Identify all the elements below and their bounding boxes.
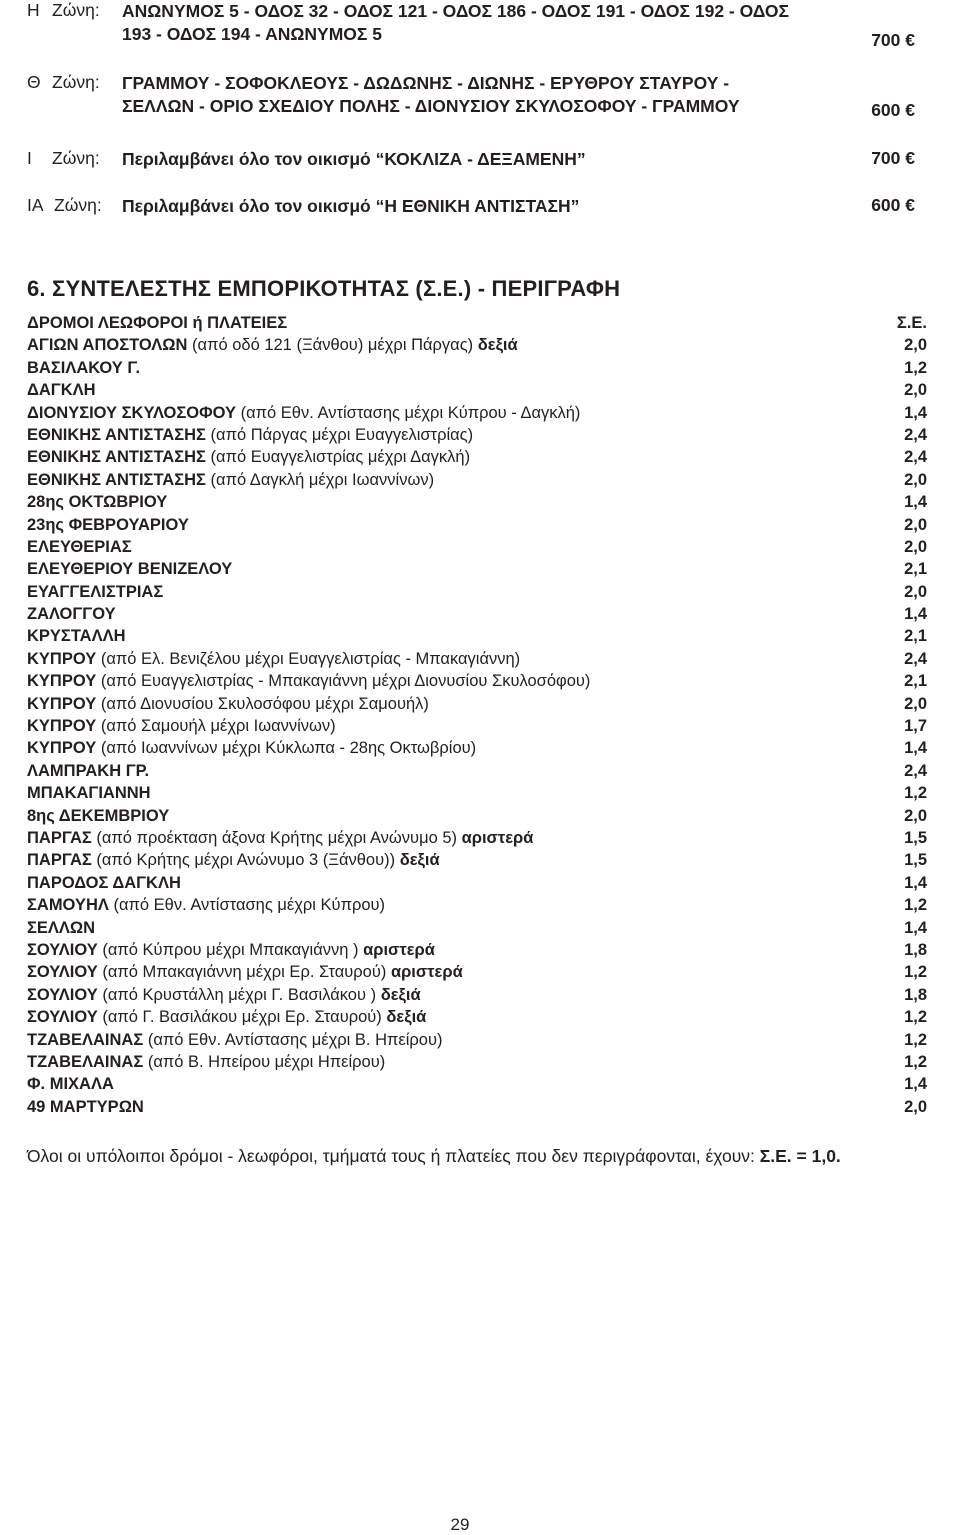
coefficient-value: 2,4 [904, 761, 927, 780]
road-name: ΒΑΣΙΛΑΚΟΥ Γ. [27, 358, 141, 377]
table-row [27, 1096, 927, 1118]
road-side: αριστερά [461, 828, 534, 847]
road-name: ΚΥΠΡΟΥ [27, 649, 97, 668]
road-section-note: (από Κρήτης μέχρι Ανώνυμο 3 (Ξάνθου)) [96, 851, 396, 870]
road-name: ΕΛΕΥΘΕΡΙΟΥ ΒΕΝΙΖΕΛΟΥ [27, 560, 233, 579]
commerciality-table [27, 312, 927, 1118]
coefficient-value: 2,0 [904, 806, 927, 825]
road-section-note: (από Εθν. Αντίστασης μέχρι Κύπρου) [113, 896, 386, 915]
table-row [27, 782, 927, 804]
coefficient-value: 1,4 [904, 873, 927, 892]
table-row [27, 894, 927, 916]
zone-description [122, 148, 852, 171]
coefficient-value: 2,0 [904, 694, 927, 713]
road-name: ΔΙΟΝΥΣΙΟΥ ΣΚΥΛΟΣΟΦΟΥ [27, 403, 237, 422]
road-section-note: (από Εθν. Αντίστασης μέχρι Β. Ηπείρου) [147, 1030, 443, 1049]
footnote [27, 1146, 841, 1167]
road-name: ΔΑΓΚΛΗ [27, 381, 96, 400]
coefficient-value: 2,0 [904, 470, 927, 489]
road-name: ΤΖΑΒΕΛΑΙΝΑΣ [27, 1030, 144, 1049]
road-section-note: (από Κρυστάλλη μέχρι Γ. Βασιλάκου ) [102, 985, 377, 1004]
road-name: ΕΥΑΓΓΕΛΙΣΤΡΙΑΣ [27, 582, 164, 601]
coefficient-value: 1,2 [904, 963, 927, 982]
coefficient-value: 2,4 [904, 448, 927, 467]
road-name: ΣΟΥΛΙΟΥ [27, 1008, 98, 1027]
road-name: 23ης ΦΕΒΡΟΥΑΡΙΟΥ [27, 515, 189, 534]
zone-label: Ζώνη: [52, 148, 100, 168]
coefficient-value: 2,0 [904, 1097, 927, 1116]
road-name: ΣΕΛΛΩΝ [27, 918, 96, 937]
road-section-note: (από Κύπρου μέχρι Μπακαγιάννη ) [102, 940, 359, 959]
table-row [27, 961, 927, 983]
table-row [27, 670, 927, 692]
road-section-note: (από οδό 121 (Ξάνθου) μέχρι Πάργας) [192, 336, 474, 355]
table-row [27, 648, 927, 670]
coefficient-value: 1,4 [904, 1075, 927, 1094]
zone-letter: Ι [27, 148, 32, 168]
coefficient-value: 1,2 [904, 1008, 927, 1027]
road-name: ΚΥΠΡΟΥ [27, 739, 97, 758]
road-name: 49 ΜΑΡΤΥΡΩΝ [27, 1097, 144, 1116]
coefficient-value: 1,7 [904, 717, 927, 736]
coefficient-value: 1,2 [904, 784, 927, 803]
road-name: ΠΑΡΟΔΟΣ ΔΑΓΚΛΗ [27, 873, 181, 892]
table-row [27, 379, 927, 401]
table-row [27, 357, 927, 379]
table-header [27, 312, 927, 334]
road-side: αριστερά [390, 963, 463, 982]
road-name: ΣΟΥΛΙΟΥ [27, 940, 98, 959]
footnote-text: Όλοι οι υπόλοιποι δρόμοι - λεωφόροι, τμήματά τους ή πλατείες που δεν περιγράφονται, έχουν: [27, 1146, 755, 1166]
table-row [27, 1029, 927, 1051]
table-row [27, 827, 927, 849]
table-row [27, 984, 927, 1006]
coefficient-value: 2,1 [904, 627, 927, 646]
coefficient-value: 1,4 [904, 918, 927, 937]
table-row [27, 917, 927, 939]
coefficient-value: 2,0 [904, 515, 927, 534]
coefficient-value: 1,4 [904, 605, 927, 624]
table-row [27, 469, 927, 491]
road-section-note: (από Β. Ηπείρου μέχρι Ηπείρου) [147, 1052, 386, 1071]
table-row [27, 581, 927, 603]
coefficient-value: 2,4 [904, 425, 927, 444]
table-row [27, 1073, 927, 1095]
road-name: ΚΥΠΡΟΥ [27, 672, 97, 691]
coefficient-value: 1,4 [904, 493, 927, 512]
road-name: ΖΑΛΟΓΓΟΥ [27, 605, 116, 624]
coefficient-value: 1,2 [904, 358, 927, 377]
zone-letter: Θ [27, 72, 41, 92]
table-row [27, 424, 927, 446]
zone-description-line: Περιλαμβάνει όλο τον οικισμό “Η ΕΘΝΙΚΗ ΑΝΤΙΣΤΑΣΗ” [122, 196, 580, 216]
road-section-note: (από Πάργας μέχρι Ευαγγελιστρίας) [210, 425, 474, 444]
zone-price: 600 € [871, 195, 915, 215]
table-row [27, 536, 927, 558]
zone-label: Ζώνη: [54, 195, 102, 215]
coefficient-value: 1,8 [904, 985, 927, 1004]
zone-description [122, 195, 852, 218]
zone-description-line: Περιλαμβάνει όλο τον οικισμό “ΚΟΚΛΙΖΑ - ΔΕΞΑΜΕΝΗ” [122, 149, 586, 169]
road-side: δεξιά [386, 1008, 427, 1027]
zone-label: Ζώνη: [52, 72, 100, 92]
table-row [27, 1051, 927, 1073]
zone-description [122, 72, 852, 118]
road-side: δεξιά [380, 985, 421, 1004]
road-section-note: (από Ευαγγελιστρίας - Μπακαγιάννη μέχρι Διονυσίου Σκυλοσόφου) [100, 672, 591, 691]
table-row [27, 1006, 927, 1028]
road-name: ΣΟΥΛΙΟΥ [27, 985, 98, 1004]
road-section-note: (από Ευαγγελιστρίας μέχρι Δαγκλή) [210, 448, 471, 467]
coefficient-value: 1,8 [904, 940, 927, 959]
road-name: ΚΡΥΣΤΑΛΛΗ [27, 627, 126, 646]
table-row [27, 625, 927, 647]
coefficient-value: 1,5 [904, 851, 927, 870]
table-row [27, 402, 927, 424]
zone-price: 700 € [871, 148, 915, 168]
footnote-value: Σ.Ε. = 1,0. [759, 1146, 841, 1166]
road-side: δεξιά [477, 336, 518, 355]
road-name: 8ης ΔΕΚΕΜΒΡΙΟΥ [27, 806, 170, 825]
road-name: ΕΘΝΙΚΗΣ ΑΝΤΙΣΤΑΣΗΣ [27, 470, 206, 489]
road-name: ΤΖΑΒΕΛΑΙΝΑΣ [27, 1052, 144, 1071]
table-row [27, 693, 927, 715]
zone-letter: Η [27, 0, 40, 20]
coefficient-value: 2,0 [904, 381, 927, 400]
zone-label: Ζώνη: [52, 0, 100, 20]
table-row [27, 514, 927, 536]
coefficient-value: 1,2 [904, 896, 927, 915]
header-roads: ΔΡΟΜΟΙ ΛΕΩΦΟΡΟΙ ή ΠΛΑΤΕΙΕΣ [27, 314, 288, 332]
zone-description-line: ΓΡΑΜΜΟΥ - ΣΟΦΟΚΛΕΟΥΣ - ΔΩΔΩΝΗΣ - ΔΙΩΝΗΣ - ΕΡΥΘΡΟΥ ΣΤΑΥΡΟΥ - [122, 73, 730, 93]
road-name: ΚΥΠΡΟΥ [27, 717, 97, 736]
zone-letter: ΙΑ [27, 195, 44, 215]
road-name: 28ης ΟΚΤΩΒΡΙΟΥ [27, 493, 168, 512]
road-name: ΣΑΜΟΥΗΛ [27, 896, 109, 915]
table-row [27, 558, 927, 580]
zone-description-line: ΑΝΩΝΥΜΟΣ 5 - ΟΔΟΣ 32 - ΟΔΟΣ 121 - ΟΔΟΣ 186 - ΟΔΟΣ 191 - ΟΔΟΣ 192 - ΟΔΟΣ [122, 1, 789, 21]
road-section-note: (από Μπακαγιάννη μέχρι Ερ. Σταυρού) [102, 963, 387, 982]
coefficient-value: 2,0 [904, 582, 927, 601]
road-section-note: (από Ιωαννίνων μέχρι Κύκλωπα - 28ης Οκτωβρίου) [100, 739, 477, 758]
road-section-note: (από προέκταση άξονα Κρήτης μέχρι Ανώνυμο 5) [96, 828, 458, 847]
table-row [27, 491, 927, 513]
table-row [27, 334, 927, 356]
road-name: Φ. ΜΙΧΑΛΑ [27, 1075, 114, 1094]
road-side: αριστερά [363, 940, 435, 959]
table-row [27, 849, 927, 871]
table-row [27, 737, 927, 759]
road-name: ΕΘΝΙΚΗΣ ΑΝΤΙΣΤΑΣΗΣ [27, 448, 206, 467]
road-side: δεξιά [399, 851, 440, 870]
coefficient-value: 1,4 [904, 403, 927, 422]
coefficient-value: 1,4 [904, 739, 927, 758]
header-coefficient: Σ.Ε. [896, 314, 927, 332]
coefficient-value: 2,0 [904, 336, 927, 355]
table-row [27, 872, 927, 894]
coefficient-value: 1,5 [904, 828, 927, 847]
road-name: ΕΛΕΥΘΕΡΙΑΣ [27, 537, 132, 556]
zone-description [122, 0, 852, 46]
road-section-note: (από Δαγκλή μέχρι Ιωαννίνων) [210, 470, 435, 489]
road-section-note: (από Διονυσίου Σκυλοσόφου μέχρι Σαμουήλ) [100, 694, 429, 713]
road-name: ΜΠΑΚΑΓΙΑΝΝΗ [27, 784, 151, 803]
table-row [27, 760, 927, 782]
table-row [27, 805, 927, 827]
road-name: ΛΑΜΠΡΑΚΗ ΓΡ. [27, 761, 150, 780]
zone-description-line: ΣΕΛΛΩΝ - ΟΡΙΟ ΣΧΕΔΙΟΥ ΠΟΛΗΣ - ΔΙΟΝΥΣΙΟΥ ΣΚΥΛΟΣΟΦΟΥ - ΓΡΑΜΜΟΥ [122, 96, 740, 116]
table-row [27, 939, 927, 961]
zone-description-line: 193 - ΟΔΟΣ 194 - ΑΝΩΝΥΜΟΣ 5 [122, 24, 382, 44]
road-name: ΠΑΡΓΑΣ [27, 851, 92, 870]
coefficient-value: 2,1 [904, 560, 927, 579]
zone-price: 600 € [871, 100, 915, 120]
road-name: ΣΟΥΛΙΟΥ [27, 963, 98, 982]
road-name: ΚΥΠΡΟΥ [27, 694, 97, 713]
table-row [27, 715, 927, 737]
table-row [27, 603, 927, 625]
road-section-note: (από Γ. Βασιλάκου μέχρι Ερ. Σταυρού) [102, 1008, 382, 1027]
section-title: 6. ΣΥΝΤΕΛΕΣΤΗΣ ΕΜΠΟΡΙΚΟΤΗΤΑΣ (Σ.Ε.) - ΠΕΡΙΓΡΑΦΗ [27, 276, 621, 301]
coefficient-value: 2,4 [904, 649, 927, 668]
coefficient-value: 1,2 [904, 1030, 927, 1049]
road-name: ΑΓΙΩΝ ΑΠΟΣΤΟΛΩΝ [27, 336, 188, 355]
zone-price: 700 € [871, 30, 915, 50]
road-section-note: (από Ελ. Βενιζέλου μέχρι Ευαγγελιστρίας - Μπακαγιάννη) [100, 649, 521, 668]
road-name: ΕΘΝΙΚΗΣ ΑΝΤΙΣΤΑΣΗΣ [27, 425, 206, 444]
table-row [27, 446, 927, 468]
page-number: 29 [450, 1515, 470, 1534]
coefficient-value: 2,1 [904, 672, 927, 691]
coefficient-value: 1,2 [904, 1052, 927, 1071]
road-name: ΠΑΡΓΑΣ [27, 828, 92, 847]
road-section-note: (από Εθν. Αντίστασης μέχρι Κύπρου - Δαγκλή) [240, 403, 581, 422]
road-section-note: (από Σαμουήλ μέχρι Ιωαννίνων) [100, 717, 336, 736]
coefficient-value: 2,0 [904, 537, 927, 556]
